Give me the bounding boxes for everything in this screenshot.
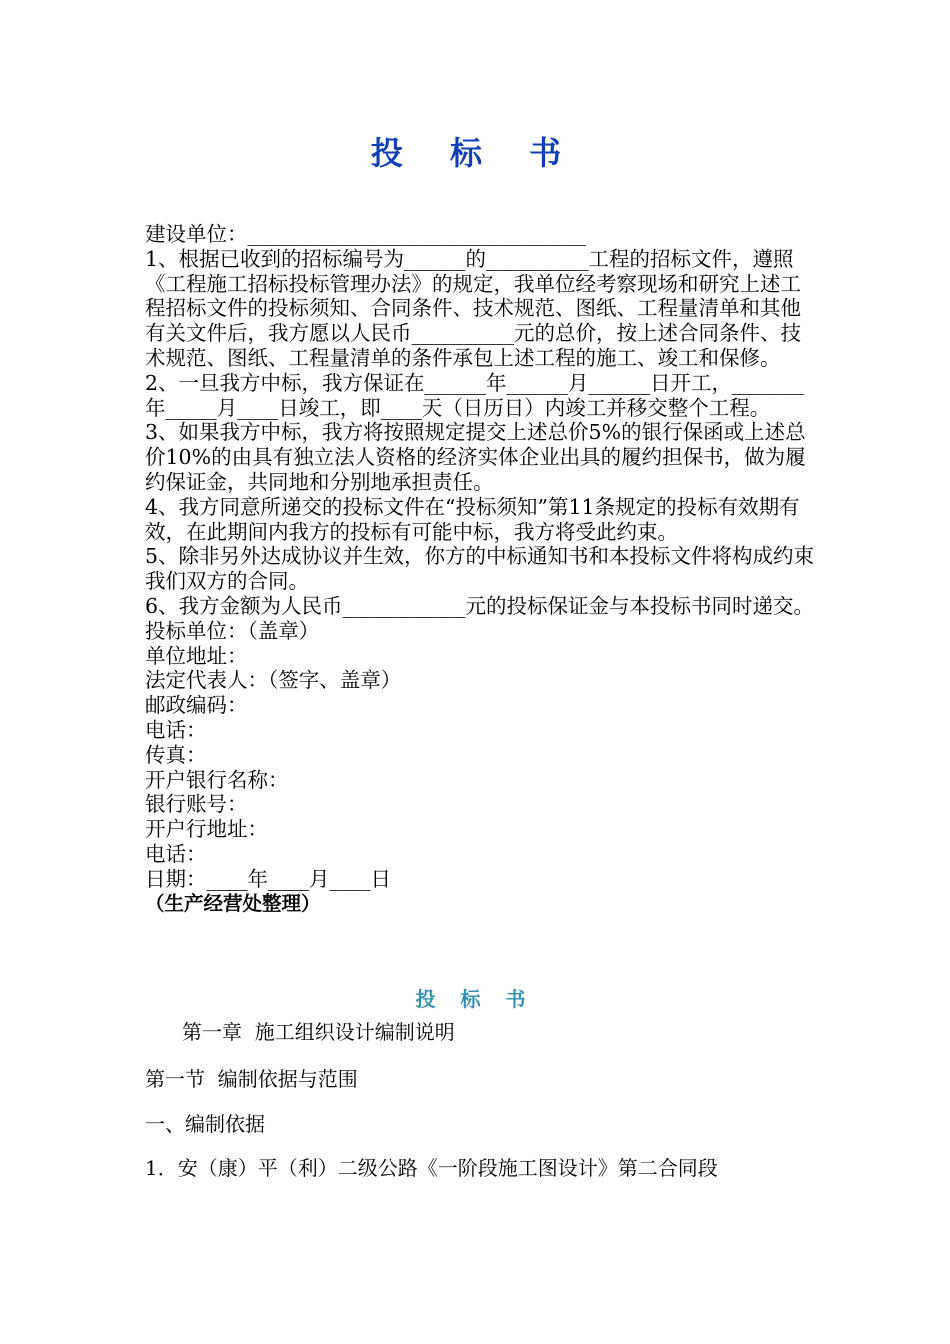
field-fax: 传真： (145, 742, 207, 767)
chapter-heading: 第一章 施工组织设计编制说明 (182, 1020, 455, 1044)
paragraph-clause-2: 2、一旦我方中标，我方保证在______年______月______日开工，_______年_____月____日竣工，即____天（日历日）内竣工并移交整个工程。 (145, 370, 804, 420)
paragraph-clause-5: 5、除非另外达成协议并生效，你方的中标通知书和本投标文件将构成约束我们双方的合同。 (145, 544, 815, 594)
field-postal-code: 邮政编码： (145, 693, 248, 718)
field-phone-2: 电话： (145, 841, 207, 866)
paragraph-clause-1: 1、根据已收到的招标编号为______的__________工程的招标文件，遵照《工程施工招标投标管理办法》的规定，我单位经考察现场和研究上述工程招标文件的投标须知、合同条件、技术规范、图纸、工程量清单和其他有关文件后，我方愿以人民币__________元的总价，按上述合同条件、技术规范、图纸、工程量清单的条件承包上述工程的施工、竣工和保修。 (145, 246, 801, 370)
paragraph-construction-unit: 建设单位：_________________________________ (145, 222, 586, 246)
document-title: 投 标 书 (370, 134, 580, 172)
section-heading: 第一节 编制依据与范围 (145, 1067, 358, 1091)
field-phone: 电话： (145, 717, 207, 742)
paragraph-clause-3: 3、如果我方中标，我方将按照规定提交上述总价5%的银行保函或上述总价10%的由具有独立法人资格的经济实体企业出具的履约担保书，做为履约保证金，共同地和分别地承担责任。 (145, 420, 806, 494)
bid-letter-body (145, 222, 815, 916)
field-bank-name: 开户银行名称： (145, 767, 289, 792)
list-item: 1．安（康）平（利）二级公路《一阶段施工图设计》第二合同段 (145, 1156, 718, 1180)
field-date: 日期：____年____月____日 (145, 866, 391, 891)
document-subtitle: 投 标 书 (415, 987, 535, 1011)
paragraph-clause-4: 4、我方同意所递交的投标文件在“投标须知”第11条规定的投标有效期有效，在此期间内我方的投标有可能中标，我方将受此约束。 (145, 494, 800, 544)
compiled-by-note: （生产经营处整理） (145, 891, 321, 915)
field-unit-address: 单位地址： (145, 643, 248, 668)
field-bank-address: 开户行地址： (145, 817, 268, 842)
field-legal-representative: 法定代表人：（签字、盖章） (145, 668, 402, 693)
field-bank-account: 银行账号： (145, 792, 248, 817)
paragraph-clause-6: 6、我方金额为人民币____________元的投标保证金与本投标书同时递交。 (145, 593, 815, 618)
subsection-heading: 一、编制依据 (145, 1112, 265, 1136)
field-bidder-unit: 投标单位：（盖章） (145, 618, 320, 643)
